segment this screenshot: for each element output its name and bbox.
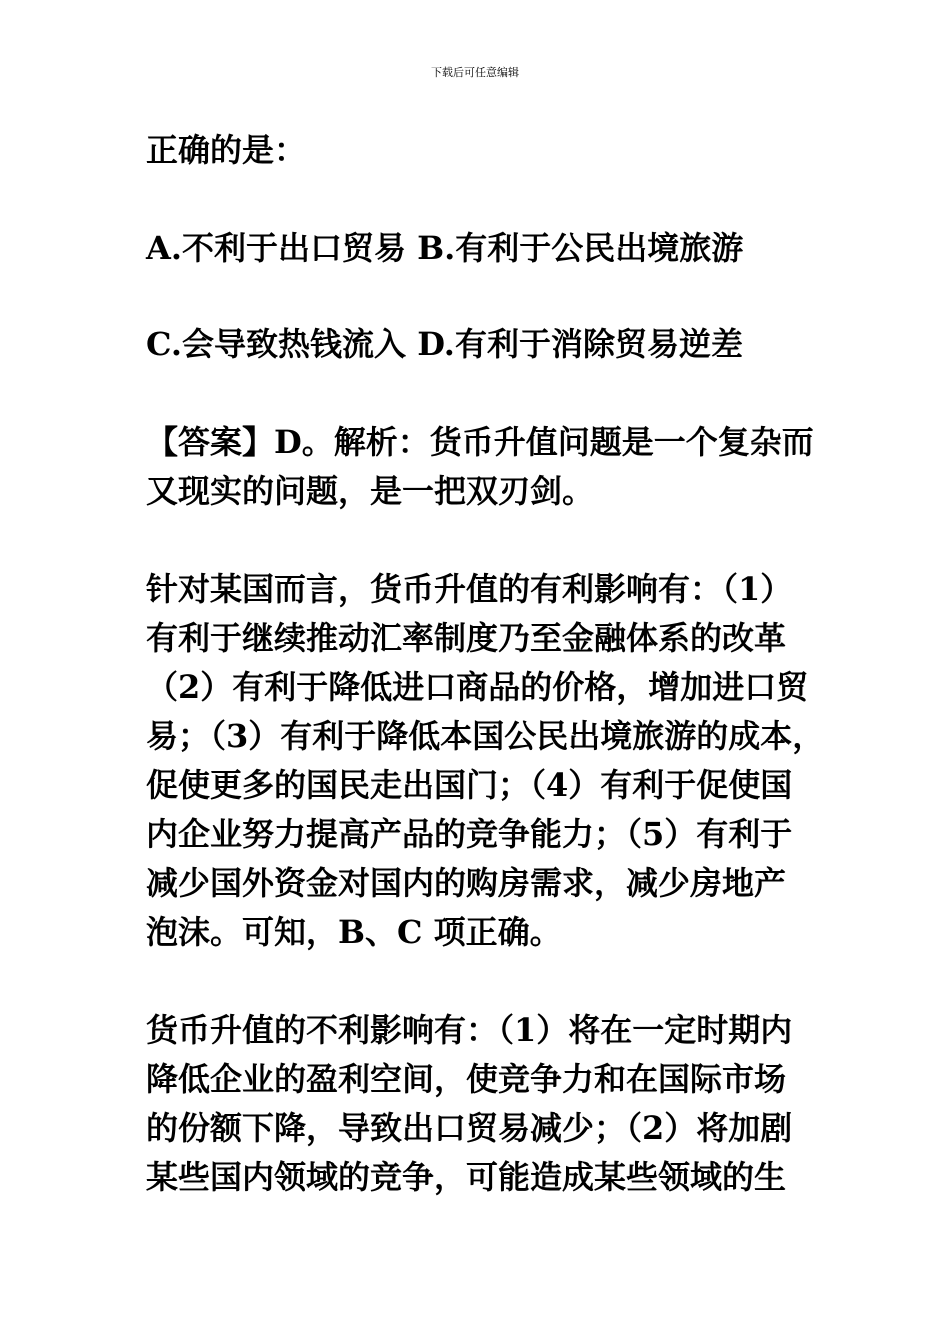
question-options-cd: C.会导致热钱流入 D.有利于消除贸易逆差 <box>146 325 743 363</box>
favorable-line: 有利于继续推动汇率制度乃至金融体系的改革 <box>146 619 787 657</box>
answer-line: 【答案】D。解析：货币升值问题是一个复杂而 <box>146 423 814 461</box>
question-options-ab: A.不利于出口贸易 B.有利于公民出境旅游 <box>146 229 744 267</box>
page-header: 下载后可任意编辑 <box>431 66 519 79</box>
favorable-line: 泡沫。可知，B、C 项正确。 <box>146 913 562 951</box>
favorable-line: 内企业努力提高产品的竞争能力；（5）有利于 <box>146 815 793 853</box>
favorable-line: 促使更多的国民走出国门；（4）有利于促使国 <box>146 766 793 804</box>
favorable-line: 针对某国而言，货币升值的有利影响有：（1） <box>146 570 793 608</box>
unfavorable-line: 某些国内领域的竞争，可能造成某些领域的生 <box>146 1158 787 1196</box>
question-stem-tail: 正确的是： <box>146 131 307 169</box>
favorable-line: 易；（3）有利于降低本国公民出境旅游的成本， <box>146 717 825 755</box>
favorable-line: （2）有利于降低进口商品的价格，增加进口贸 <box>146 668 809 706</box>
favorable-line: 减少国外资金对国内的购房需求，减少房地产 <box>146 864 787 902</box>
favorable-effects-paragraph <box>146 565 846 957</box>
answer-paragraph <box>146 418 846 516</box>
unfavorable-line: 降低企业的盈利空间，使竞争力和在国际市场 <box>146 1060 787 1098</box>
unfavorable-line: 的份额下降，导致出口贸易减少；（2）将加剧 <box>146 1109 793 1147</box>
unfavorable-effects-paragraph <box>146 1006 846 1202</box>
document-body <box>146 126 846 1202</box>
unfavorable-line: 货币升值的不利影响有：（1）将在一定时期内 <box>146 1011 793 1049</box>
answer-line: 又现实的问题，是一把双刃剑。 <box>146 472 595 510</box>
